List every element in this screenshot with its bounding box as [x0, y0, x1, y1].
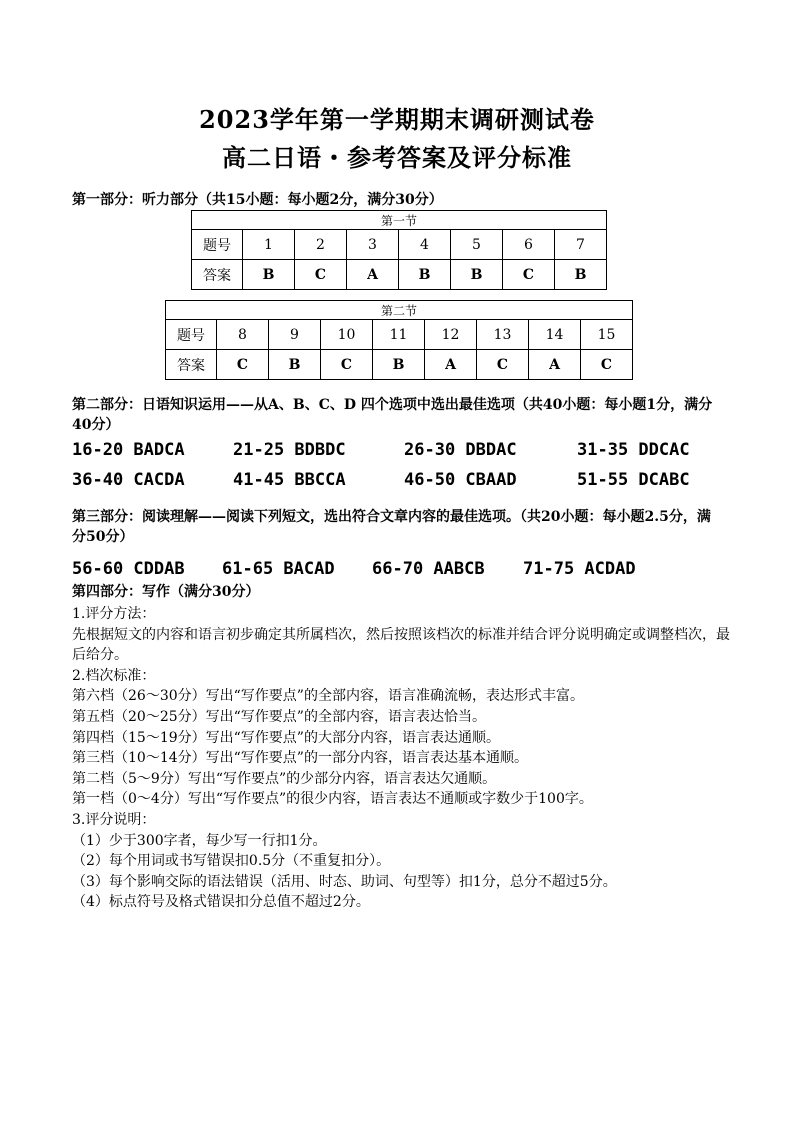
answer-group: 66-70 AABCB — [372, 559, 485, 579]
answer-cell: C — [295, 260, 347, 290]
answer-group: 41-45 BBCCA — [233, 470, 346, 490]
listening-section1-table — [191, 210, 607, 290]
answer-cell: C — [217, 350, 269, 380]
question-number: 9 — [269, 320, 321, 350]
answer-cell: B — [451, 260, 503, 290]
answer-cell: B — [243, 260, 295, 290]
question-number: 6 — [503, 230, 555, 260]
answer-group: 61-65 BACAD — [222, 559, 335, 579]
question-number: 3 — [347, 230, 399, 260]
answer-label: 答案 — [166, 350, 217, 380]
question-number: 15 — [581, 320, 633, 350]
question-number: 2 — [295, 230, 347, 260]
question-number: 4 — [399, 230, 451, 260]
criteria-line: 第三档（10～14分）写出“写作要点”的一部分内容，语言表达基本通顺。 — [72, 750, 528, 767]
question-number: 7 — [555, 230, 607, 260]
answer-group: 21-25 BDBDC — [233, 440, 346, 460]
criteria-line: （4）标点符号及格式错误扣分总值不超过2分。 — [72, 894, 370, 911]
answer-cell: A — [529, 350, 581, 380]
answer-cell: B — [373, 350, 425, 380]
question-number: 8 — [217, 320, 269, 350]
part4-heading: 第四部分：写作（满分30分） — [72, 584, 260, 600]
criteria-line: 3.评分说明： — [72, 811, 156, 828]
answer-cell: C — [477, 350, 529, 380]
page-title: 2023学年第一学期期末调研测试卷 — [199, 105, 595, 134]
page-subtitle: 高二日语・参考答案及评分标准 — [222, 143, 572, 172]
criteria-line: （2）每个用词或书写错误扣0.5分（不重复扣分）。 — [72, 853, 391, 870]
question-number: 11 — [373, 320, 425, 350]
criteria-line: 第二档（5～9分）写出“写作要点”的少部分内容，语言表达欠通顺。 — [72, 770, 497, 787]
answer-group: 51-55 DCABC — [577, 470, 690, 490]
question-number: 5 — [451, 230, 503, 260]
question-number: 14 — [529, 320, 581, 350]
question-number-label: 题号 — [192, 230, 243, 260]
criteria-line: 先根据短文的内容和语言初步确定其所属档次，然后按照该档次的标准并结合评分说明确定或调整档次，最后给分。 — [72, 626, 730, 664]
answer-group: 31-35 DDCAC — [577, 440, 690, 460]
criteria-line: （1）少于300字者，每少写一行扣1分。 — [72, 832, 327, 849]
answer-cell: B — [269, 350, 321, 380]
answer-cell: C — [581, 350, 633, 380]
answer-label: 答案 — [192, 260, 243, 290]
answer-cell: B — [399, 260, 451, 290]
criteria-line: 1.评分方法： — [72, 606, 156, 622]
part1-heading: 第一部分：听力部分（共15小题：每小题2分，满分30分） — [72, 192, 443, 208]
writing-criteria — [72, 604, 732, 913]
question-number: 13 — [477, 320, 529, 350]
criteria-line: 第五档（20～25分）写出“写作要点”的全部内容，语言表达恰当。 — [72, 708, 486, 725]
answer-group: 71-75 ACDAD — [523, 559, 636, 579]
question-number: 10 — [321, 320, 373, 350]
part2-heading: 第二部分：日语知识运用——从A、B、C、D 四个选项中选出最佳选项（共40小题：每小题1分，满分40分） — [72, 397, 713, 433]
table-caption: 第一节 — [192, 211, 607, 230]
answer-group: 26-30 DBDAC — [404, 440, 517, 460]
answer-cell: A — [347, 260, 399, 290]
table-caption: 第二节 — [166, 301, 633, 320]
answer-cell: B — [555, 260, 607, 290]
answer-cell: C — [321, 350, 373, 380]
listening-section2-table — [165, 300, 633, 380]
answer-group: 46-50 CBAAD — [404, 470, 517, 490]
part3-heading: 第三部分：阅读理解——阅读下列短文，选出符合文章内容的最佳选项。（共20小题：每小题2.5分，满分50分） — [72, 509, 711, 545]
answer-cell: C — [503, 260, 555, 290]
criteria-line: 第四档（15～19分）写出“写作要点”的大部分内容，语言表达通顺。 — [72, 729, 500, 746]
answer-cell: A — [425, 350, 477, 380]
criteria-line: 2.档次标准： — [72, 667, 156, 684]
answer-group: 36-40 CACDA — [72, 470, 185, 490]
answer-group: 56-60 CDDAB — [72, 559, 185, 579]
answer-group: 16-20 BADCA — [72, 440, 185, 460]
question-number: 1 — [243, 230, 295, 260]
criteria-line: 第六档（26～30分）写出“写作要点”的全部内容，语言准确流畅，表达形式丰富。 — [72, 688, 584, 705]
criteria-line: （3）每个影响交际的语法错误（活用、时态、助词、句型等）扣1分，总分不超过5分。 — [72, 873, 617, 890]
question-number: 12 — [425, 320, 477, 350]
criteria-line: 第一档（0～4分）写出“写作要点”的很少内容，语言表达不通顺或字数少于100字。 — [72, 791, 593, 808]
question-number-label: 题号 — [166, 320, 217, 350]
